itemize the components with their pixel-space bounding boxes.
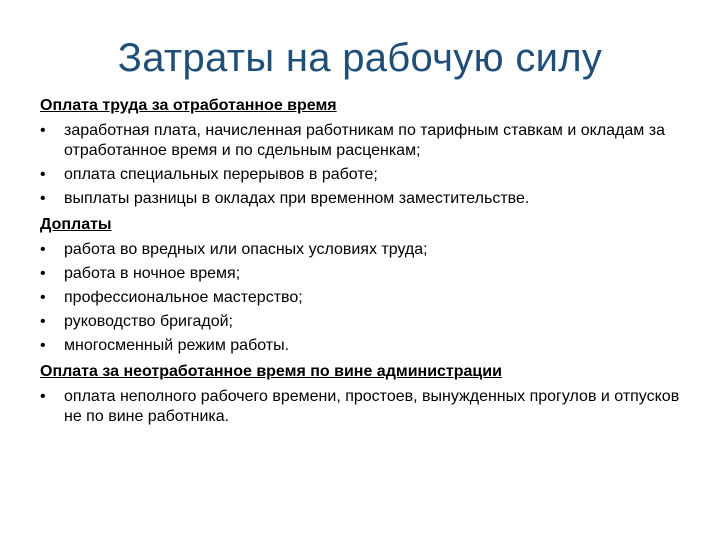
slide-content bbox=[40, 96, 680, 431]
list-item bbox=[40, 336, 680, 356]
list-item-text: многосменный режим работы. bbox=[64, 337, 290, 354]
list-item bbox=[40, 240, 680, 260]
slide-title: Затраты на рабочую силу bbox=[117, 36, 603, 80]
bullet-icon: • bbox=[40, 337, 46, 354]
bullet-icon: • bbox=[40, 388, 46, 405]
bullet-list-unworked-time bbox=[40, 387, 680, 427]
list-item bbox=[40, 387, 680, 427]
list-item bbox=[40, 264, 680, 284]
bullet-icon: • bbox=[40, 241, 46, 258]
list-item-text: оплата специальных перерывов в работе; bbox=[64, 166, 378, 183]
bullet-icon: • bbox=[40, 289, 46, 306]
bullet-list-surcharges bbox=[40, 240, 680, 356]
list-item-text: работа в ночное время; bbox=[64, 265, 241, 282]
list-item-text: выплаты разницы в окладах при временном заместительстве. bbox=[64, 190, 530, 207]
bullet-icon: • bbox=[40, 122, 46, 139]
section-heading-surcharges: Доплаты bbox=[40, 216, 112, 233]
list-item-text: работа во вредных или опасных условиях труда; bbox=[64, 241, 428, 258]
section-heading-unworked-time: Оплата за неотработанное время по вине администрации bbox=[40, 363, 502, 380]
list-item bbox=[40, 165, 680, 185]
list-item bbox=[40, 121, 680, 161]
section-heading-worked-time: Оплата труда за отработанное время bbox=[40, 97, 337, 114]
bullet-list-worked-time bbox=[40, 121, 680, 209]
list-item-text: заработная плата, начисленная работникам по тарифным ставкам и окладам за отработанное время и по сдельным расценкам; bbox=[64, 122, 665, 159]
list-item bbox=[40, 288, 680, 308]
list-item-text: руководство бригадой; bbox=[64, 313, 233, 330]
list-item-text: оплата неполного рабочего времени, простоев, вынужденных прогулов и отпусков не по вине работника. bbox=[64, 388, 680, 425]
bullet-icon: • bbox=[40, 190, 46, 207]
bullet-icon: • bbox=[40, 313, 46, 330]
bullet-icon: • bbox=[40, 166, 46, 183]
list-item bbox=[40, 312, 680, 332]
bullet-icon: • bbox=[40, 265, 46, 282]
list-item bbox=[40, 189, 680, 209]
list-item-text: профессиональное мастерство; bbox=[64, 289, 303, 306]
